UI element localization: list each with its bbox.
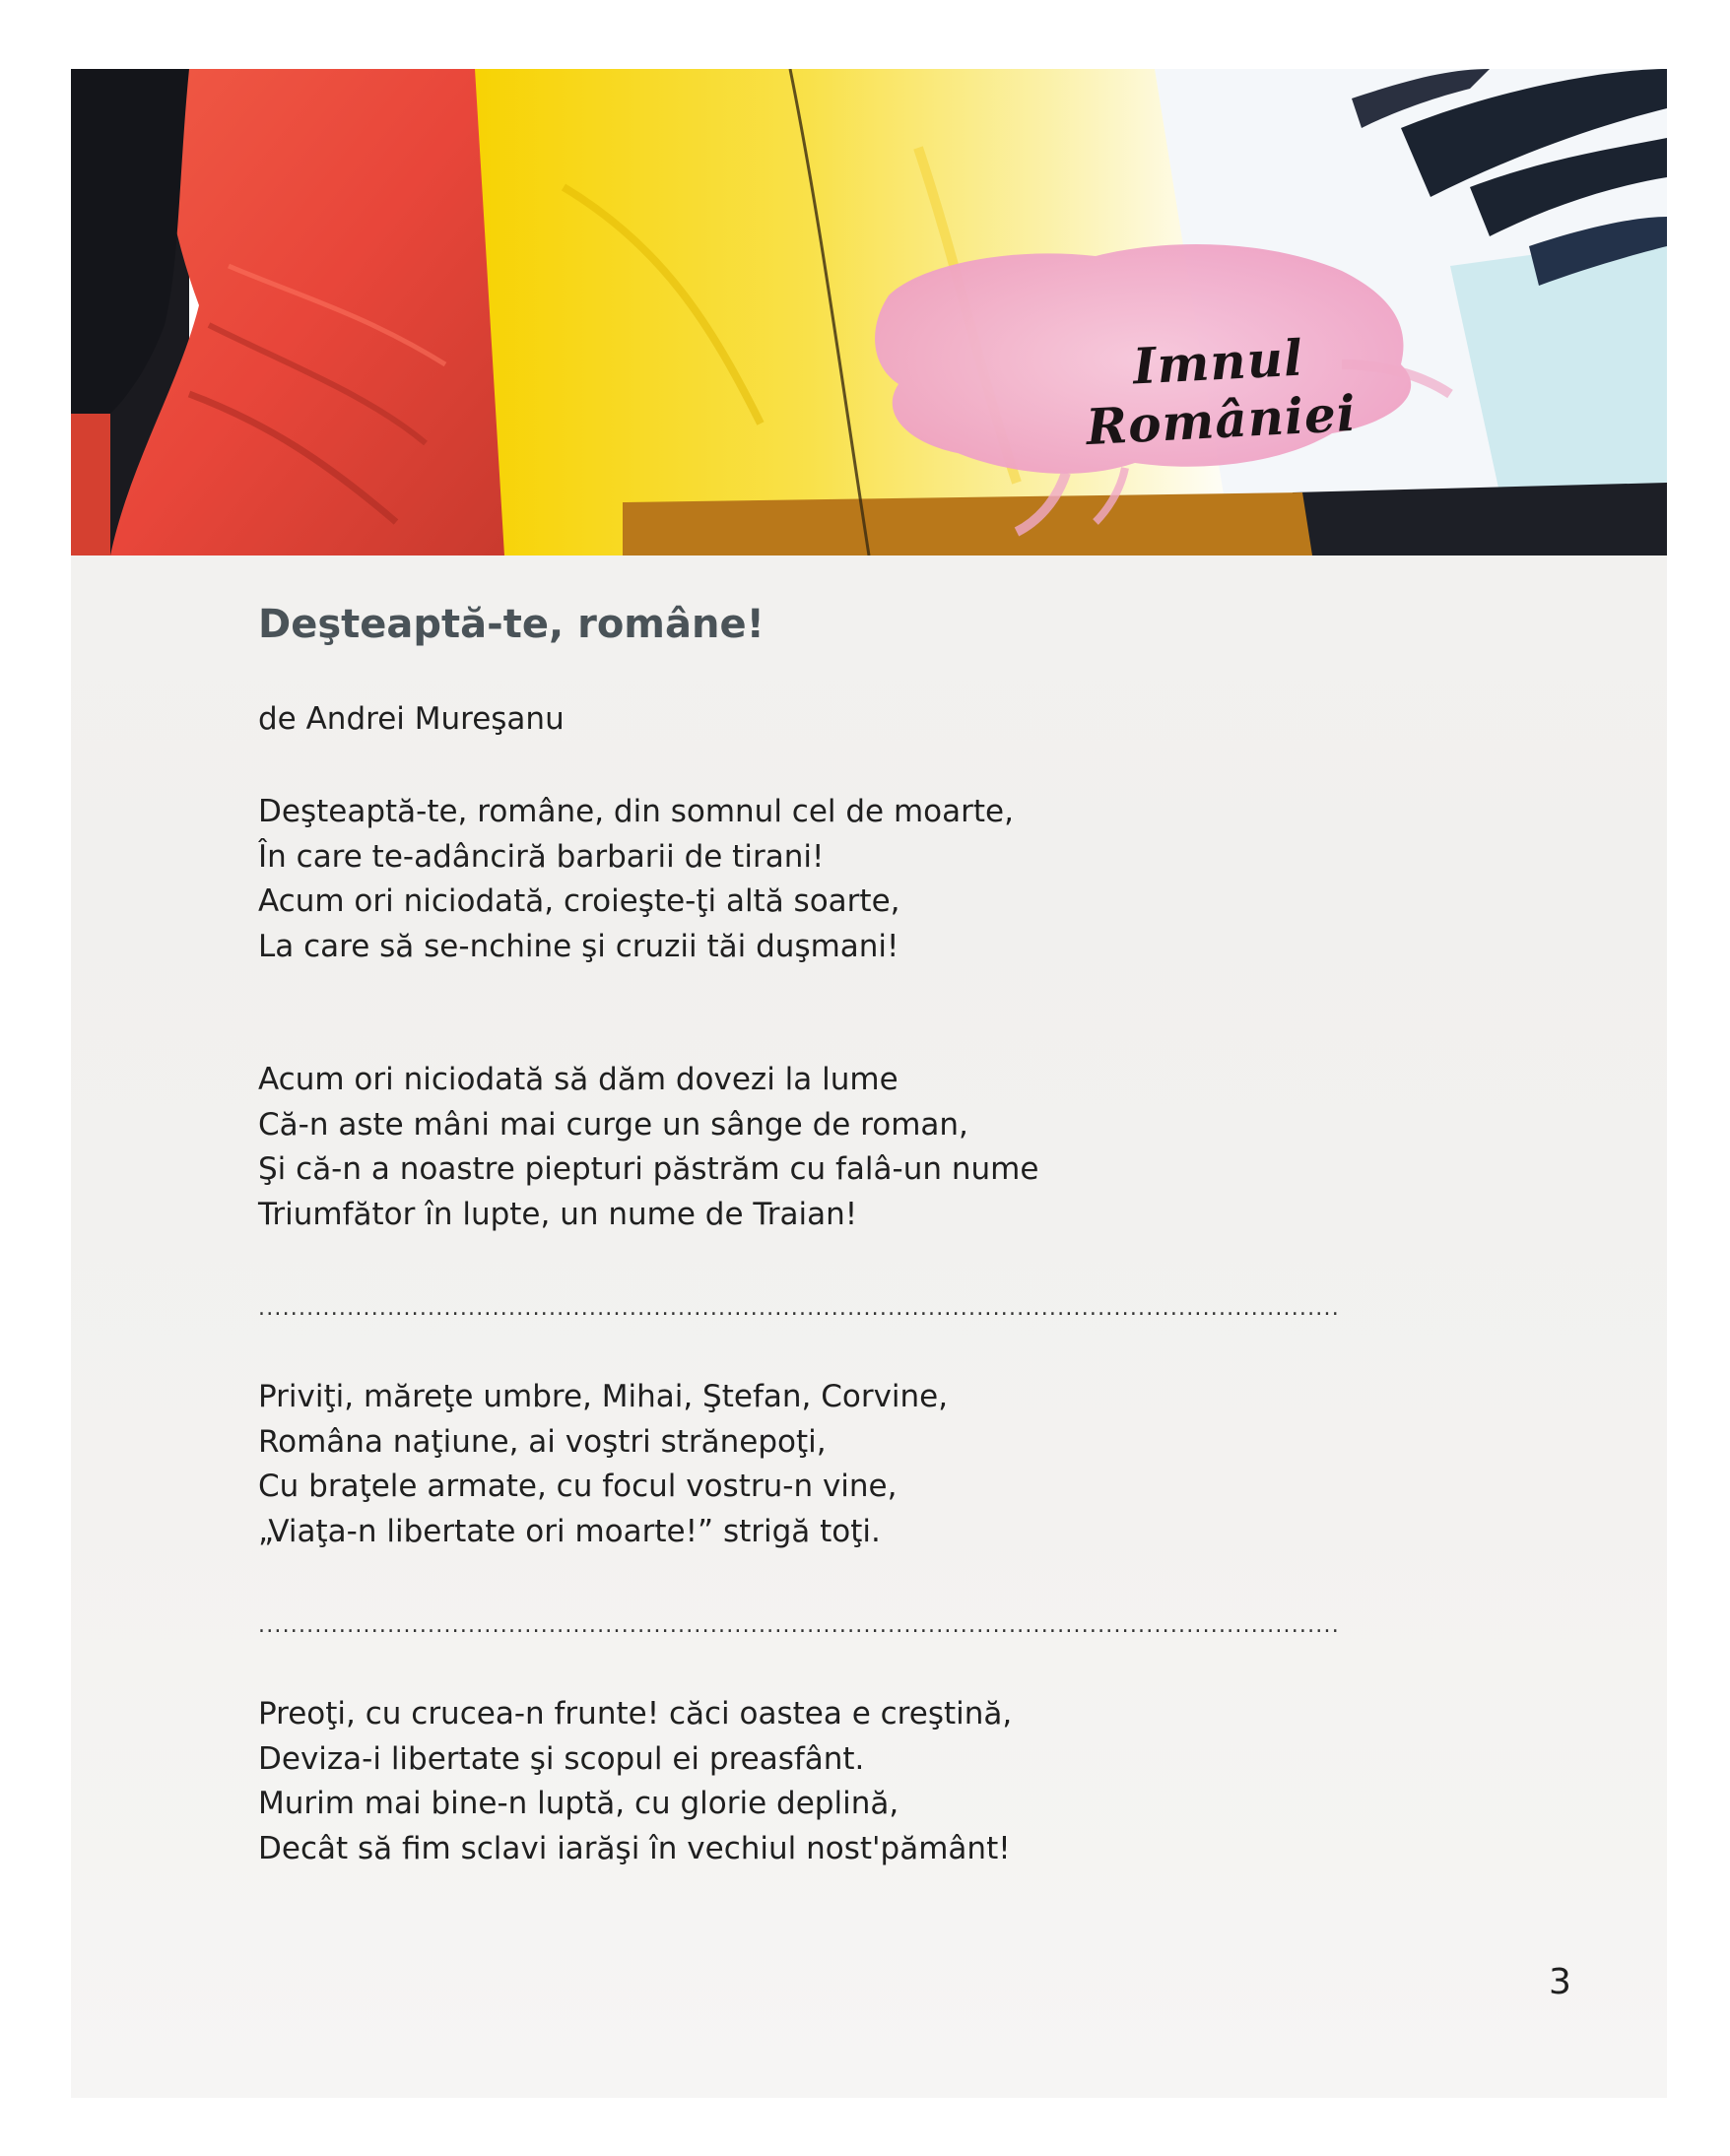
verse-line: Şi că-n a noastre piepturi păstrăm cu falâ-un nume [258,1151,1039,1187]
flag-banner-image [71,69,1667,555]
verse-line: În care te-adânciră barbarii de tirani! [258,838,825,875]
verse-line: Românа naţiune, ai voştri strănepoţi, [258,1423,827,1460]
verse-line: Murim mai bine-n luptă, cu glorie deplină, [258,1786,899,1821]
verse-line: „Viaţa-n libertate ori moarte!” strigă toţi. [258,1513,881,1549]
flag-banner [71,69,1667,555]
verse-line: Deşteaptă-te, române, din somnul cel de moarte, [258,794,1014,829]
poem-title: Deşteaptă-te, române! [258,602,765,647]
stanza-4 [258,1692,1539,1871]
stanza-3 [258,1375,1539,1554]
verse-line: Cu braţele armate, cu focul vostru-n vine, [258,1469,898,1504]
verse-line: Deviza-i libertate şi scopul ei preasfânt. [258,1740,865,1777]
stanza-1 [258,790,1539,969]
document-page [71,69,1667,2098]
stanza-separator: ...................................................................................................................................... [258,1613,1340,1638]
verse-line: Acum ori niciodată, croieşte-ţi altă soarte, [258,883,900,919]
verse-line: La care să se-nchine şi cruzii tăi duşmani! [258,928,899,964]
verse-line: Decât să fim sclavi iarăşi în vechiul nost'pământ! [258,1830,1011,1866]
verse-line: Triumfător în lupte, un nume de Traian! [258,1196,858,1232]
verse-line: Priviţi, măreţe umbre, Mihai, Ştefan, Corvine, [258,1379,949,1414]
poem-content [258,601,1539,1871]
banner-title: Imnul României [1085,328,1359,457]
verse-line: Că-n aste mâni mai curge un sânge de roman, [258,1106,968,1143]
page-number: 3 [1549,1962,1571,2002]
verse-line: Preoţi, cu crucea-n frunte! căci oastea e creştină, [258,1696,1013,1731]
verse-line: Acum ori niciodată să dăm dovezi la lume [258,1062,898,1097]
poem-author: de Andrei Mureşanu [258,701,565,737]
stanza-separator: ...................................................................................................................................... [258,1296,1340,1321]
stanza-2 [258,1058,1539,1237]
